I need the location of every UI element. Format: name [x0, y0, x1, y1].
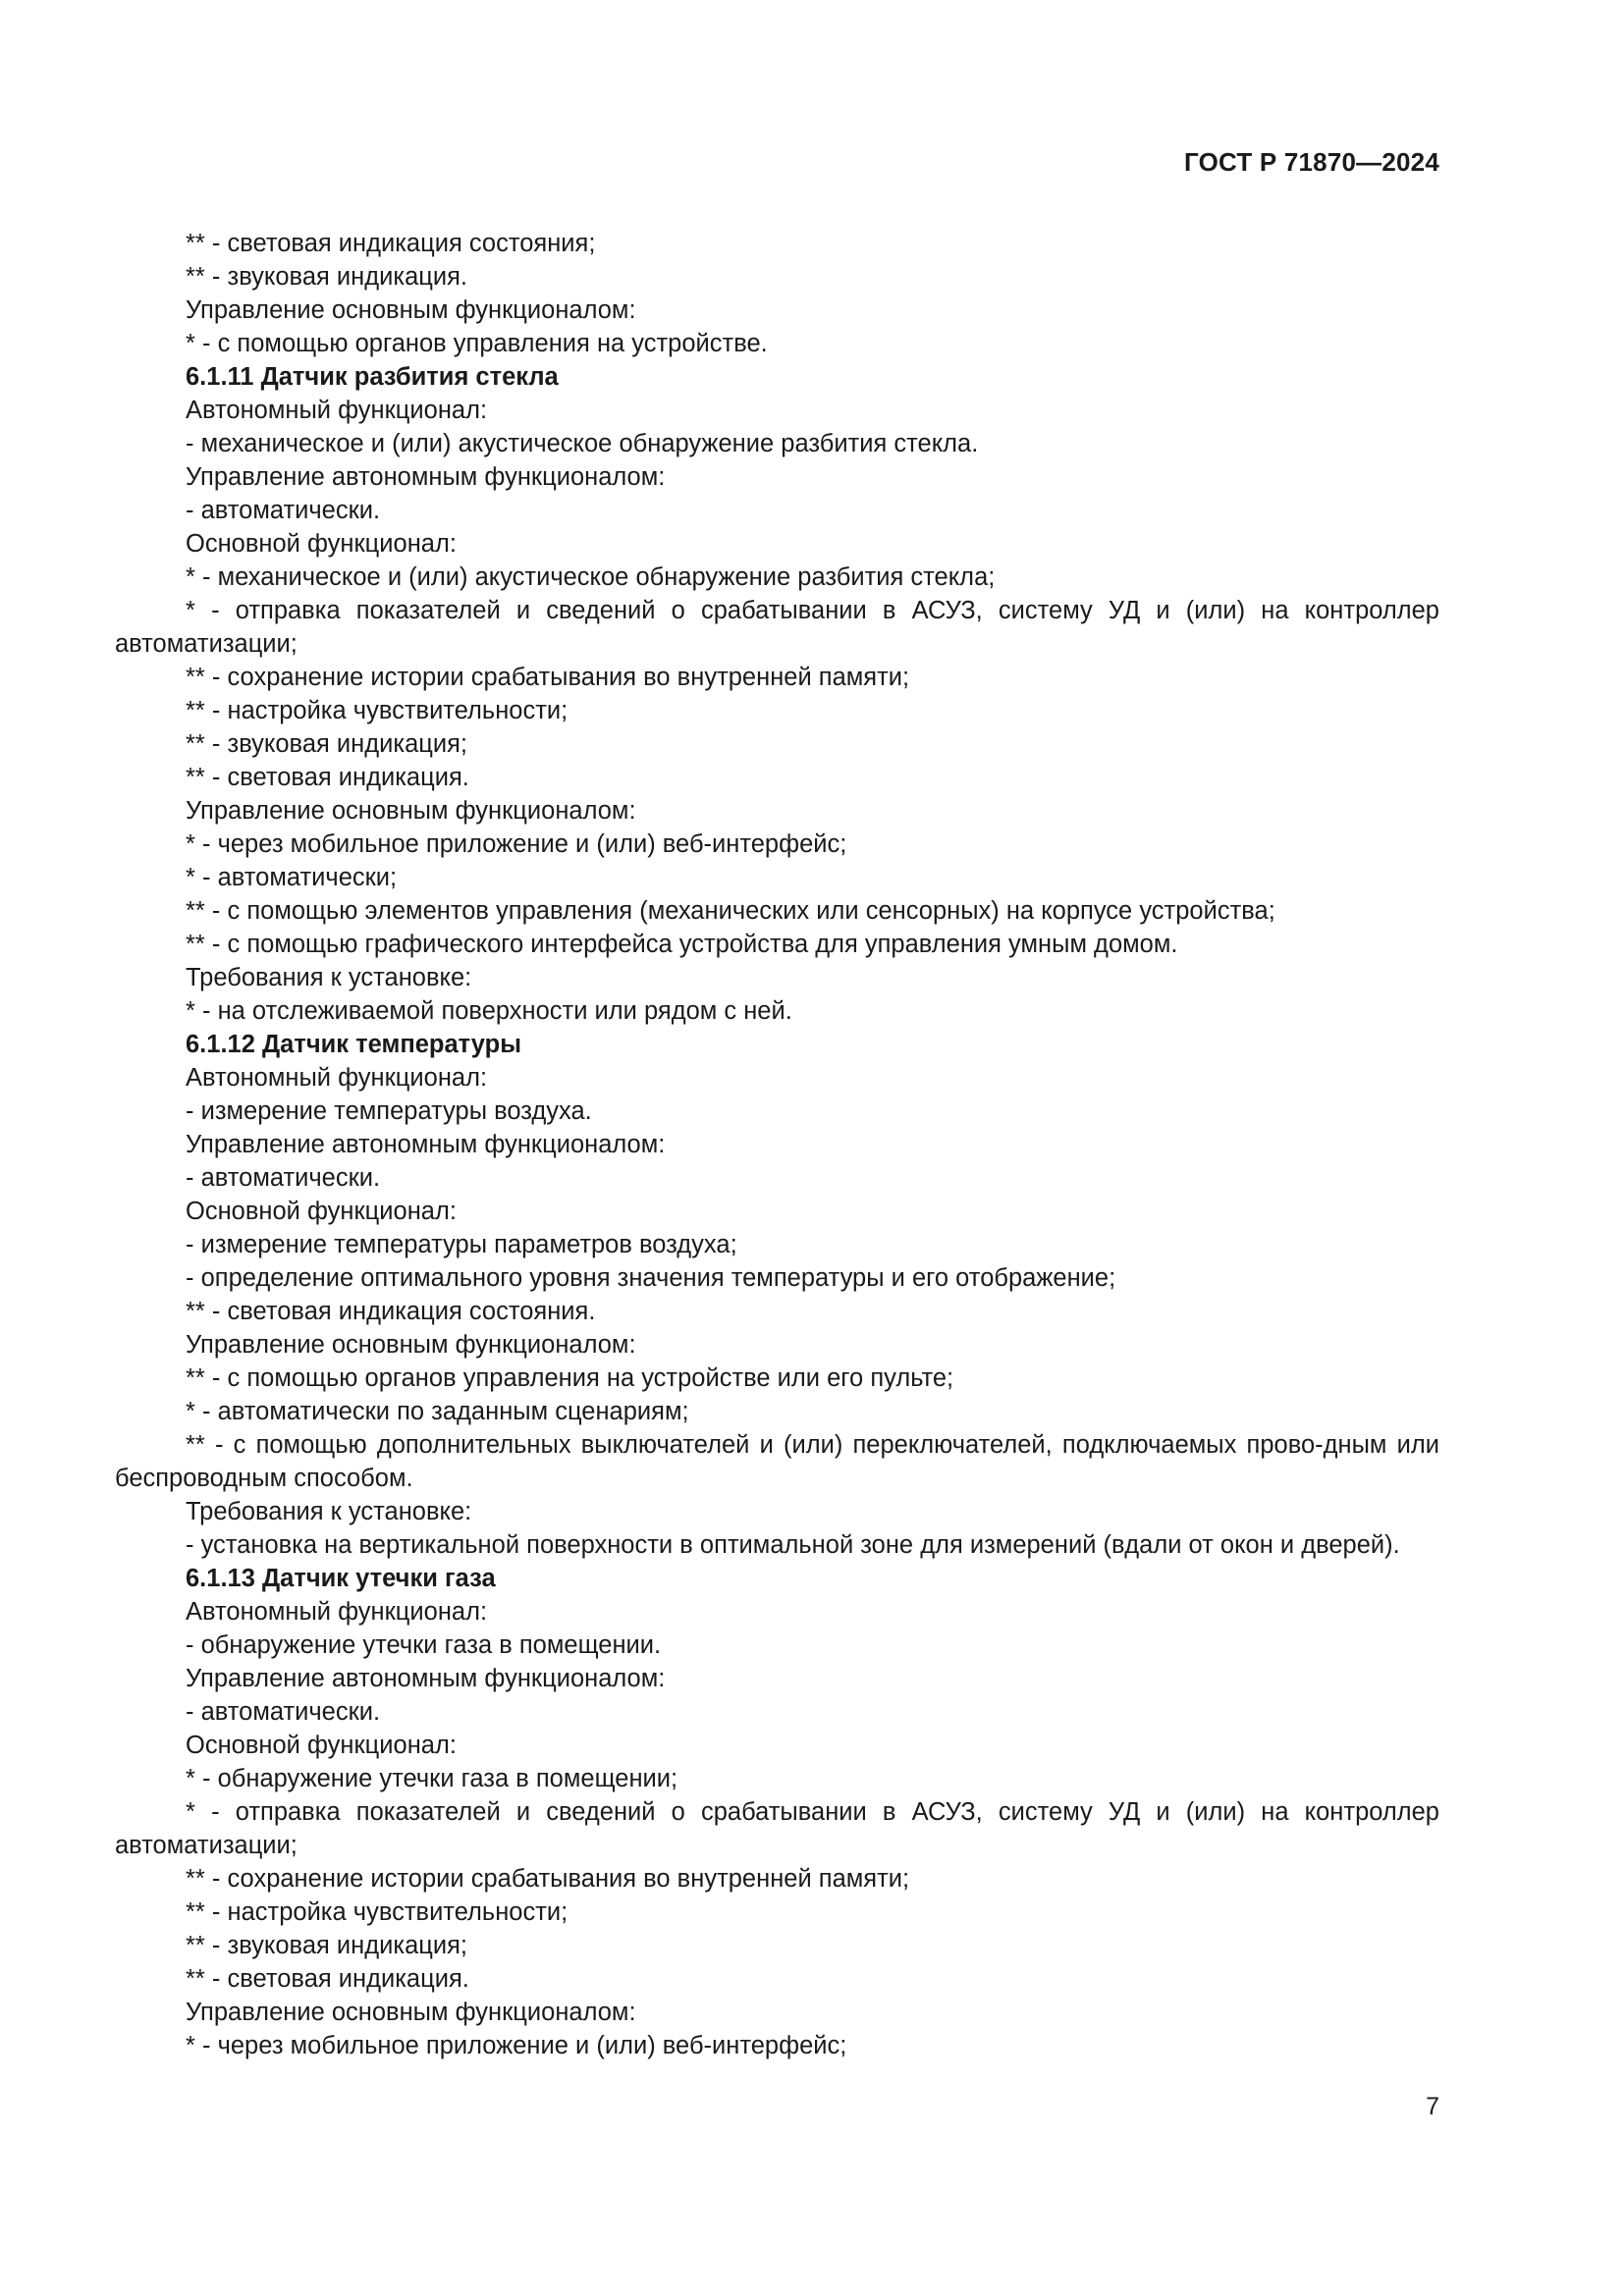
list-item: * - на отслеживаемой поверхности или рядом с ней.: [186, 997, 792, 1025]
list-item: * - через мобильное приложение и (или) веб-интерфейс;: [186, 2032, 847, 2059]
list-item: ** - световая индикация состояния.: [186, 1298, 596, 1325]
list-item: ** - настройка чувствительности;: [186, 697, 568, 724]
section-heading: 6.1.12 Датчик температуры: [186, 1031, 522, 1058]
subsection-label: Автономный функционал:: [186, 1064, 488, 1092]
list-item: ** - световая индикация.: [186, 764, 469, 791]
list-item: * - автоматически по заданным сценариям;: [186, 1398, 689, 1425]
list-item: ** - звуковая индикация;: [186, 730, 467, 758]
section-heading: 6.1.11 Датчик разбития стекла: [186, 363, 559, 391]
section-heading: 6.1.13 Датчик утечки газа: [186, 1565, 496, 1592]
list-item: - измерение температуры воздуха.: [186, 1097, 592, 1125]
list-item: * - обнаружение утечки газа в помещении;: [186, 1765, 678, 1792]
list-item: ** - с помощью дополнительных выключателей и (или) переключателей, подключаемых прово-дным или беспроводным способом.: [115, 1431, 1439, 1492]
standard-id-header: ГОСТ Р 71870—2024: [1184, 147, 1439, 177]
list-item: - автоматически.: [186, 497, 381, 524]
list-item: * - через мобильное приложение и (или) веб-интерфейс;: [186, 830, 847, 858]
list-item: - установка на вертикальной поверхности в оптимальной зоне для измерений (вдали от окон и дверей).: [186, 1531, 1400, 1559]
page-number: 7: [1426, 2093, 1439, 2120]
list-item: ** - с помощью графического интерфейса устройства для управления умным домом.: [186, 931, 1178, 958]
subsection-label: Управление основным функционалом:: [186, 1999, 636, 2026]
list-item: - обнаружение утечки газа в помещении.: [186, 1631, 662, 1659]
list-item: - автоматически.: [186, 1164, 381, 1192]
subsection-label: Управление основным функционалом:: [186, 296, 636, 324]
list-item: ** - настройка чувствительности;: [186, 1898, 568, 1926]
list-item: - механическое и (или) акустическое обнаружение разбития стекла.: [186, 430, 979, 457]
list-item: - определение оптимального уровня значения температуры и его отображение;: [186, 1264, 1116, 1292]
list-item: * - с помощью органов управления на устройстве.: [186, 330, 768, 357]
subsection-label: Требования к установке:: [186, 964, 472, 991]
list-item: ** - световая индикация состояния;: [186, 230, 596, 257]
subsection-label: Основной функционал:: [186, 530, 457, 558]
subsection-label: Управление основным функционалом:: [186, 797, 636, 825]
subsection-label: Управление основным функционалом:: [186, 1331, 636, 1359]
list-item: ** - звуковая индикация;: [186, 1932, 467, 1959]
subsection-label: Основной функционал:: [186, 1198, 457, 1225]
list-item: ** - световая индикация.: [186, 1965, 469, 1993]
list-item: - измерение температуры параметров воздуха;: [186, 1231, 737, 1258]
subsection-label: Автономный функционал:: [186, 397, 488, 424]
list-item: ** - с помощью элементов управления (механических или сенсорных) на корпусе устройства;: [186, 897, 1275, 925]
subsection-label: Автономный функционал:: [186, 1598, 488, 1626]
subsection-label: Управление автономным функционалом:: [186, 1665, 666, 1692]
list-item: ** - звуковая индикация.: [186, 263, 467, 291]
list-item: * - механическое и (или) акустическое обнаружение разбития стекла;: [186, 563, 996, 591]
subsection-label: Управление автономным функционалом:: [186, 463, 666, 491]
list-item: * - отправка показателей и сведений о срабатывании в АСУЗ, систему УД и (или) на контроллер автоматизации;: [115, 597, 1439, 658]
subsection-label: Управление автономным функционалом:: [186, 1131, 666, 1158]
list-item: ** - с помощью органов управления на устройстве или его пульте;: [186, 1364, 954, 1392]
list-item: * - автоматически;: [186, 864, 398, 891]
document-body: [115, 227, 1439, 2062]
list-item: ** - сохранение истории срабатывания во внутренней памяти;: [186, 1865, 910, 1893]
subsection-label: Основной функционал:: [186, 1732, 457, 1759]
list-item: - автоматически.: [186, 1698, 381, 1726]
list-item: * - отправка показателей и сведений о срабатывании в АСУЗ, систему УД и (или) на контроллер автоматизации;: [115, 1798, 1439, 1859]
subsection-label: Требования к установке:: [186, 1498, 472, 1525]
list-item: ** - сохранение истории срабатывания во внутренней памяти;: [186, 664, 910, 691]
